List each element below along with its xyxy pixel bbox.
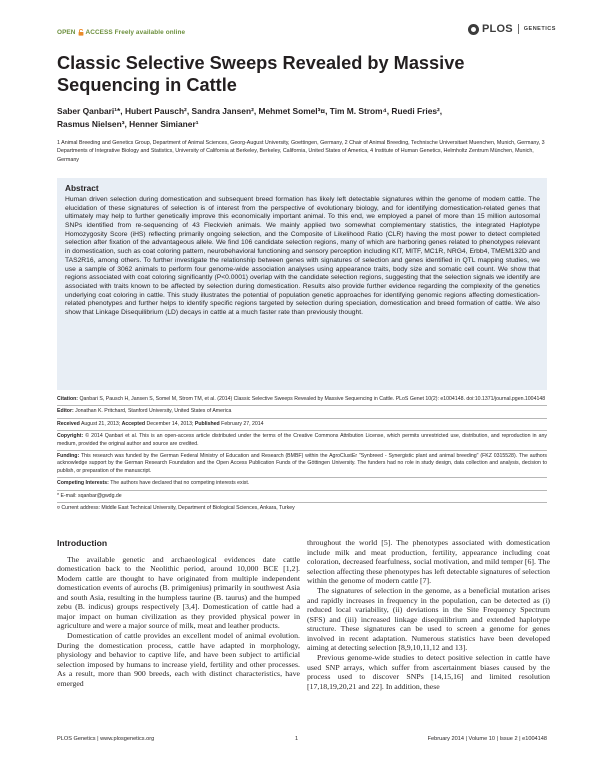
editor-row — [57, 406, 547, 418]
current-address: ¤ Current address: Middle East Technical University, Department of Biological Sciences, Ankara, Turkey — [57, 505, 295, 512]
paragraph: The available genetic and archaeological evidences date cattle domestication back to the Neolithic period, around 10,000 BCE [1,2]. Modern cattle are thought to have originated from multiple independent domestication events of aurochs (B. primigenius) primarily in southwest Asia and south Asia, resulting in the humpless taurine (B. taurus) and the humped zebu (B. indicus) groups respectively [3,4]. Domestication of cattle had a major impact on human civilization as they provided physical power in agriculture and were a major source of milk, meat and leather products. — [57, 554, 300, 630]
dates-row — [57, 419, 547, 431]
article-title: Classic Selective Sweeps Revealed by Massive Sequencing in Cattle — [57, 53, 465, 95]
article-metadata — [57, 394, 547, 514]
journal-website: PLOS Genetics | www.plosgenetics.org — [57, 736, 155, 742]
page-footer — [57, 736, 547, 742]
accepted-label: Accepted — [121, 420, 145, 427]
published-date: February 27, 2014 — [221, 420, 264, 427]
body-column-right — [307, 538, 550, 692]
paragraph: Domestication of cattle provides an excellent model of animal evolution. During the domestication process, cattle have adapted in morphology, physiology and behavior to captive life, and have been subject to artificial selection imposed by humans to increase yield, fertility and other processes. As a result, more than 900 breeds, each with distinct characteristics, have emerged — [57, 631, 300, 688]
abstract-box — [57, 178, 547, 390]
author-line-2: Rasmus Nielsen³, Henner Simianer¹ — [57, 118, 199, 129]
copyright-label: Copyright: — [57, 433, 84, 440]
journal-name: GENETICS — [523, 26, 556, 32]
funding-text: This research was funded by the German Federal Ministry of Education and Research (BMBF) within the AgroClustEr "Synbreed - Synergistic plant and animal breeding" (FKZ 0315528). The authors acknowledge support by the German Research Foundation and the Open Access Publication Funds of the Göttingen University. The funders had no role in study design, data collection and analysis, decision to publish, or preparation of the manuscript. — [57, 453, 547, 474]
issue-info: February 2014 | Volume 10 | Issue 2 | e1004148 — [427, 736, 547, 742]
paragraph: Previous genome-wide studies to detect positive selection in cattle have used SNP arrays, which suffer from ascertainment biases caused by the process used to discover SNPs [14,15,16] and limited resolution [17,18,19,20,21 and 22]. In addition, these — [307, 653, 550, 691]
introduction-heading: Introduction — [57, 538, 108, 548]
plos-logo-icon — [468, 24, 479, 35]
funding-label: Funding: — [57, 453, 80, 460]
copyright-row — [57, 431, 547, 451]
citation-text: Qanbari S, Pausch H, Jansen S, Somel M, Strom TM, et al. (2014) Classic Selective Sweeps Revealed by Massive Sequencing in Cattle. PLoS Genet 10(2): e1004148. doi:10.1371/journal.pgen.1004148 — [79, 396, 546, 402]
corresponding-email[interactable]: * E-mail: sqanbar@gwdg.de — [57, 492, 122, 499]
abstract-text: Human driven selection during domestication and subsequent breed formation has likely left detectable signatures within the genome of modern cattle. The elucidation of these signatures of selection is of interest from the perspective of evolutionary biology, and for identifying domestication-related genes that ultimately may help to further genetically improve this economically important animal. To this end, we employed a panel of more than 15 million autosomal SNPs identified from re-sequencing of 43 Fleckvieh animals. We mainly applied two somewhat complementary statistics, the integrated Haplotype Homozygosity Score (iHS) reflecting primarily ongoing selection, and the Composite of Likelihood Ratio (CLR) having the most power to detect completed selection after fixation of the advantageous allele. We find 106 candidate selection regions, many of which are harboring genes related to phenotypes relevant in domestication, such as coat coloring pattern, neurobehavioral functioning and sensory perception including KIT, MITF, MC1R, NRG4, Erbb4, TMEM132D and TAS2R16, among others. To further investigate the relationship between genes with signatures of selection and genes identified in QTL mapping studies, we use a sample of 3062 animals to perform four genome-wide association analyses using appearance traits, body size and somatic cell count. We show that regions associated with coat coloring significantly (P<0.0001) overlap with the candidate selection regions, suggesting that the selection signals we identify are associated with traits known to be affected by selection during domestication. Results also provide further evidence regarding the complexity of the genetics underlying coat coloring in cattle. This study illustrates the potential of population genetic approaches for identifying genomic regions affecting domestication-related phenotypes and further helps to identify specific regions targeted by selection during speciation, domestication and breed formation of cattle. We also show that Linkage Disequilibrium (LD) decays in cattle at a much faster rate than previously thought. — [65, 196, 540, 316]
citation-row — [57, 394, 547, 406]
logo-divider — [518, 24, 519, 34]
email-row — [57, 491, 547, 503]
open-lock-icon — [78, 29, 84, 36]
copyright-text: © 2014 Qanbari et al. This is an open-access article distributed under the terms of the Creative Commons Attribution License, which permits unrestricted use, distribution, and reproduction in any medium, provided the original author and source are credited. — [57, 433, 547, 447]
current-address-row — [57, 503, 547, 514]
open-access-text: ACCESS Freely available online — [85, 29, 186, 36]
open-access-label: OPEN — [57, 29, 76, 36]
open-access-badge — [57, 29, 185, 36]
author-list — [57, 105, 547, 130]
affiliations: 1 Animal Breeding and Genetics Group, Department of Animal Sciences, Georg-August University, Goettingen, Germany, 2 Chair of Animal Breeding, Technische Universitaet Muenchen, Munich, Germany, 3 Departments of Integrative Biology and Statistics, University of California at Berkeley, Berkeley, California, United States of America, 4 Institute of Human Genetics, Helmholtz Zentrum München, Munich, Germany — [57, 140, 545, 163]
publisher-name: PLOS — [482, 23, 513, 35]
author-line-1: Saber Qanbari¹*, Hubert Pausch², Sandra Jansen², Mehmet Somel³¤, Tim M. Strom⁴, Ruedi Fries², — [57, 106, 443, 116]
abstract-heading: Abstract — [65, 183, 99, 193]
body-column-left — [57, 539, 300, 689]
published-label: Published — [194, 420, 220, 427]
plos-genetics-logo — [468, 23, 556, 35]
citation-label: Citation: — [57, 396, 79, 402]
funding-row — [57, 451, 547, 478]
editor-label: Editor: — [57, 408, 74, 415]
competing-interests-text: The authors have declared that no competing interests exist. — [110, 480, 250, 487]
editor-text: Jonathan K. Pritchard, Stanford University, United States of America — [75, 408, 232, 415]
paragraph: throughout the world [5]. The phenotypes associated with domestication include milk and meat production, fertility, appearance including coat coloration, decreased fearfulness, social motivation, and mild temper [6]. The selection affecting these phenotypes has left detectable signatures of selection within the genome of modern cattle [7]. — [307, 538, 550, 585]
paragraph: The signatures of selection in the genome, as a beneficial mutation arises and rapidly increases in frequency in the population, can be detected as (i) reduced local variability, (ii) deviations in the Site Frequency Spectrum (SFS) and (iii) increased linkage disequilibrium and extended haplotype structure. These signatures can be used to screen a genome for genes involved in recent adaptation. Numerous statistics have been developed aiming at detecting selection [8,9,10,11,12 and 13]. — [307, 586, 550, 652]
competing-interests-row — [57, 478, 547, 490]
received-label: Received — [57, 420, 80, 427]
competing-interests-label: Competing Interests: — [57, 480, 109, 487]
accepted-date: December 14, 2013; — [146, 420, 194, 427]
received-date: August 21, 2013; — [80, 420, 121, 427]
page-number: 1 — [295, 736, 299, 742]
